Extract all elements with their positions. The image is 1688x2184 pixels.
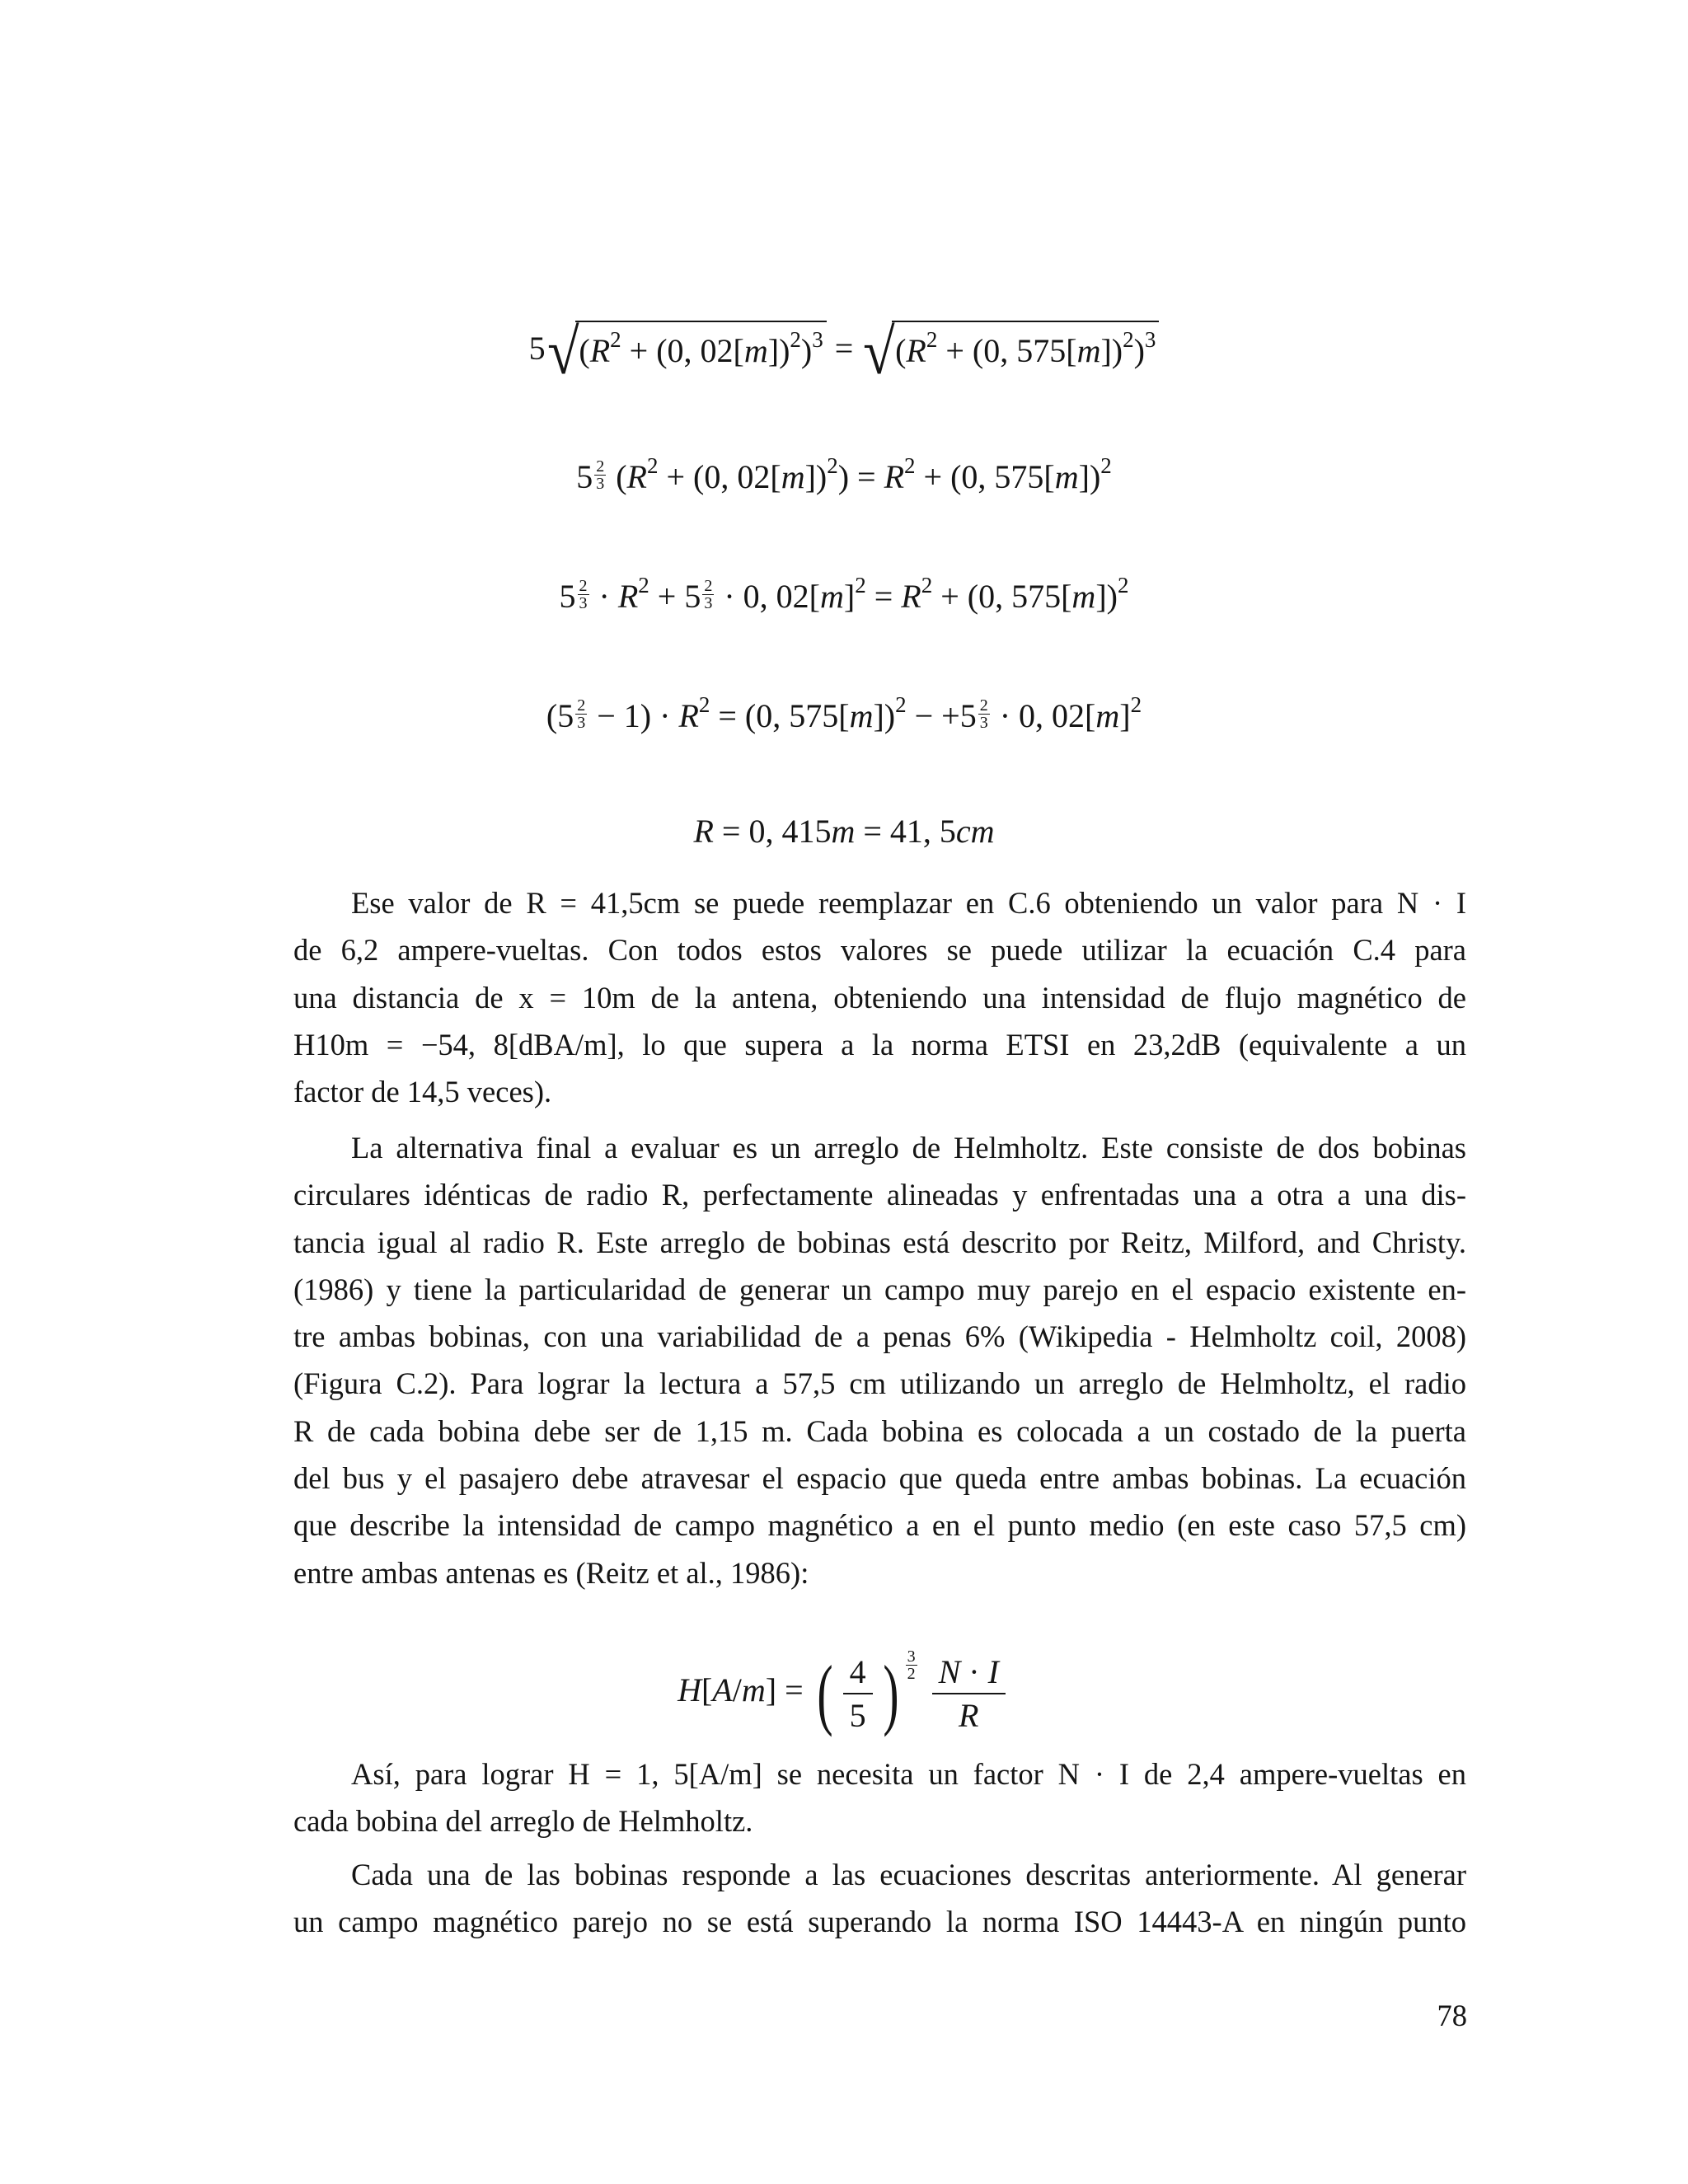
text-line: (1986) y tiene la particularidad de generar un campo muy parejo en el espacio existente en- xyxy=(293,1272,1466,1306)
equation-1: $5√(R^2 + (0$, $02[m])^2)^3 = √(R^2 + (0$, 575[m])$^2$)$^3$ xyxy=(0,320,1688,384)
text-line: que describe la intensidad de campo magnético a en el punto medio (en este caso 57,5 cm) xyxy=(293,1508,1466,1543)
equation-2: 5 $\frac{2}{3}$ ($R^2 + (0$, $02[m])^2) = R^2 + (0$, 575[m])$^2$ xyxy=(576,453,1112,495)
equation-4: (5 $\frac{2}{3}$ − $1) \cdot R^2 = (0$, 575[m])$^2$ − +5 $\frac{2}{3}$ · 0, $02[m]^2$ xyxy=(546,692,1142,734)
text-line: entre ambas antenas es (Reitz et al., 1986): xyxy=(293,1555,809,1590)
text-line: R de cada bobina debe ser de 1,15 m. Cada bobina es colocada a un costado de la puerta xyxy=(293,1413,1466,1448)
text-line: Así, para lograr H = 1, 5[A/m] se necesita un factor N · I de 2,4 ampere-vueltas en xyxy=(351,1757,1466,1791)
text-line: La alternativa final a evaluar es un arreglo de Helmholtz. Este consiste de dos bobinas xyxy=(351,1131,1466,1165)
text-line: una distancia de x = 10m de la antena, obteniendo una intensidad de flujo magnético de xyxy=(293,980,1466,1015)
text-line: Cada una de las bobinas responde a las ecuaciones descritas anteriormente. Al generar xyxy=(351,1858,1466,1891)
text-line: H10m = −54, 8[dBA/m], lo que supera a la norma ETSI en 23,2dB (equivalente a un xyxy=(293,1027,1466,1062)
text-line: circulares idénticas de radio R, perfectamente alineadas y enfrentadas una a otra a una dis- xyxy=(293,1178,1466,1212)
paragraph-3 xyxy=(293,1750,1466,1845)
paragraph-1 xyxy=(293,879,1466,1115)
text-line: un campo magnético parejo no se está superando la norma ISO 14443-A en ningún punto xyxy=(293,1905,1466,1939)
text-line: factor de 14,5 veces). xyxy=(293,1075,552,1109)
equation-6: H[A/m] = ( $\frac{4}{5}$ ) $\frac{3}{2}$ $\frac{N \cdot I}{R}$ xyxy=(0,1648,1688,1735)
text-line: del bus y el pasajero debe atravesar el espacio que queda entre ambas bobinas. La ecuación xyxy=(293,1461,1466,1496)
text-line: cada bobina del arreglo de Helmholtz. xyxy=(293,1804,753,1839)
paragraph-4 xyxy=(293,1851,1466,1946)
equation-3: 5 $\frac{2}{3}$ · $R^2 + 5$ $\frac{2}{3}$ · 0, $02[m]^2 = R^2 + (0$, 575[m])$^2$ xyxy=(559,573,1129,615)
text-line: tre ambas bobinas, con una variabilidad de a penas 6% (Wikipedia - Helmholtz coil, 2008) xyxy=(293,1319,1466,1354)
text-line: tancia igual al radio R. Este arreglo de bobinas está descrito por Reitz, Milford, and Christy. xyxy=(293,1225,1466,1259)
page-number: 78 xyxy=(1437,1999,1467,2032)
text-line: (Figura C.2). Para lograr la lectura a 57,5 cm utilizando un arreglo de Helmholtz, el radio xyxy=(293,1366,1466,1401)
text-line: de 6,2 ampere-vueltas. Con todos estos valores se puede utilizar la ecuación C.4 para xyxy=(293,933,1466,968)
equation-5: R = 0, 415m = 41, 5cm xyxy=(693,813,995,850)
text-line: Ese valor de R = 41,5cm se puede reemplazar en C.6 obteniendo un valor para N · I xyxy=(351,886,1466,920)
paragraph-2 xyxy=(293,1124,1466,1596)
